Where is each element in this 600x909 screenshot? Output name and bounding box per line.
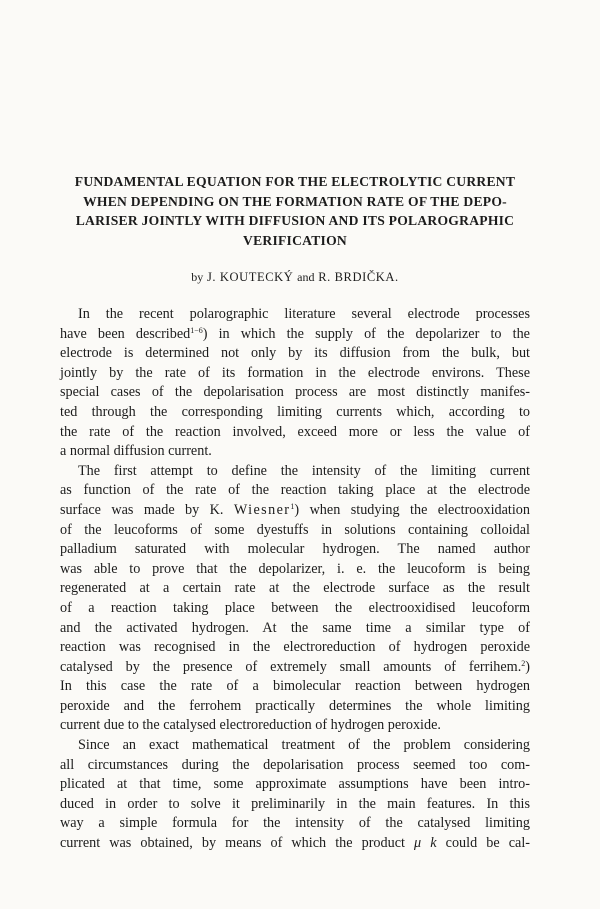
author-brdicka: R. BRDIČKA. [318,270,399,284]
text-line: jointly by the rate of its formation in the electrode environs. These [60,364,530,381]
text-line: was able to prove that the depolarizer, i. e. the leucoform is being [60,560,530,577]
and-word: and [297,270,315,284]
text-line: have been described$^{1-6}$) in which the supply of the depolarizer to the [60,325,530,342]
text-line: current was obtained, by means of which the product μ k could be cal- [60,835,531,852]
text-line: palladium saturated with molecular hydrogen. The named author [60,541,530,558]
citation-sup: 1 [290,501,295,511]
author-name-wiesner: Wiesner [233,501,291,518]
text-line: regenerated at a certain rate at the electrode surface as the result [60,580,530,597]
paper-page [60,172,530,854]
text-line: of a reaction taking place between the electrooxidised leucoform [60,599,530,616]
paper-title [60,172,530,250]
body-text [60,305,530,854]
paragraph-2 [60,462,530,736]
title-line: WHEN DEPENDING ON THE FORMATION RATE OF THE DEPO- [83,193,507,209]
text-line: special cases of the depolarisation process are most distinctly manifes- [60,384,530,401]
text-line: a normal diffusion current. [60,443,212,460]
text-line: In this case the rate of a bimolecular reaction between hydrogen [60,678,530,695]
text-line: current due to the catalysed electroreduction of hydrogen peroxide. [60,717,441,734]
text-line: duced in order to solve it preliminarily in the main features. In this [60,795,530,812]
text-line: reaction was recognised in the electroreduction of hydrogen peroxide [60,639,530,656]
title-line: LARISER JOINTLY WITH DIFFUSION AND ITS POLAROGRAPHIC [75,213,515,228]
by-word: by [191,270,204,284]
text-line: surface was made by K. Wiesner$^1$) when studying the electrooxidation [60,501,530,518]
text-line: catalysed by the presence of extremely small amounts of ferrihem.$^2$) [60,658,530,675]
math-mu-k: μ k [414,835,437,852]
text-line: way a simple formula for the intensity of the catalysed limiting [60,815,530,832]
text-line: Since an exact mathematical treatment of the problem considering [78,737,530,754]
paragraph-1 [60,305,530,462]
title-line: FUNDAMENTAL EQUATION FOR THE ELECTROLYTIC CURRENT [74,174,516,189]
text-line: the rate of the reaction involved, exceed more or less the value of [60,423,530,440]
citation-sup: 1−6 [190,325,203,335]
text-line: all circumstances during the depolarisation process seemed too com- [60,756,530,773]
title-line: VERIFICATION [243,232,347,248]
text-line: electrode is determined not only by its diffusion from the bulk, but [60,345,530,362]
author-koutecky: J. KOUTECKÝ [206,270,294,284]
author-line [60,270,530,285]
text-line: In the recent polarographic literature several electrode processes [78,306,530,322]
text-line: and the activated hydrogen. At the same time a similar type of [60,619,530,636]
text-line: peroxide and the ferrohem practically determines the whole limiting [60,697,530,714]
text-line: as function of the rate of the reaction taking place at the electrode [60,482,530,499]
text-line: of the leucoforms of some dyestuffs in solutions containing colloidal [60,521,530,538]
paragraph-3 [60,736,530,854]
text-line: plicated at that time, some approximate assumptions have been intro- [60,776,530,793]
citation-sup: 2 [521,658,526,668]
text-line: ted through the corresponding limiting currents which, according to [60,403,530,420]
text-line: The first attempt to define the intensity of the limiting current [78,462,530,479]
